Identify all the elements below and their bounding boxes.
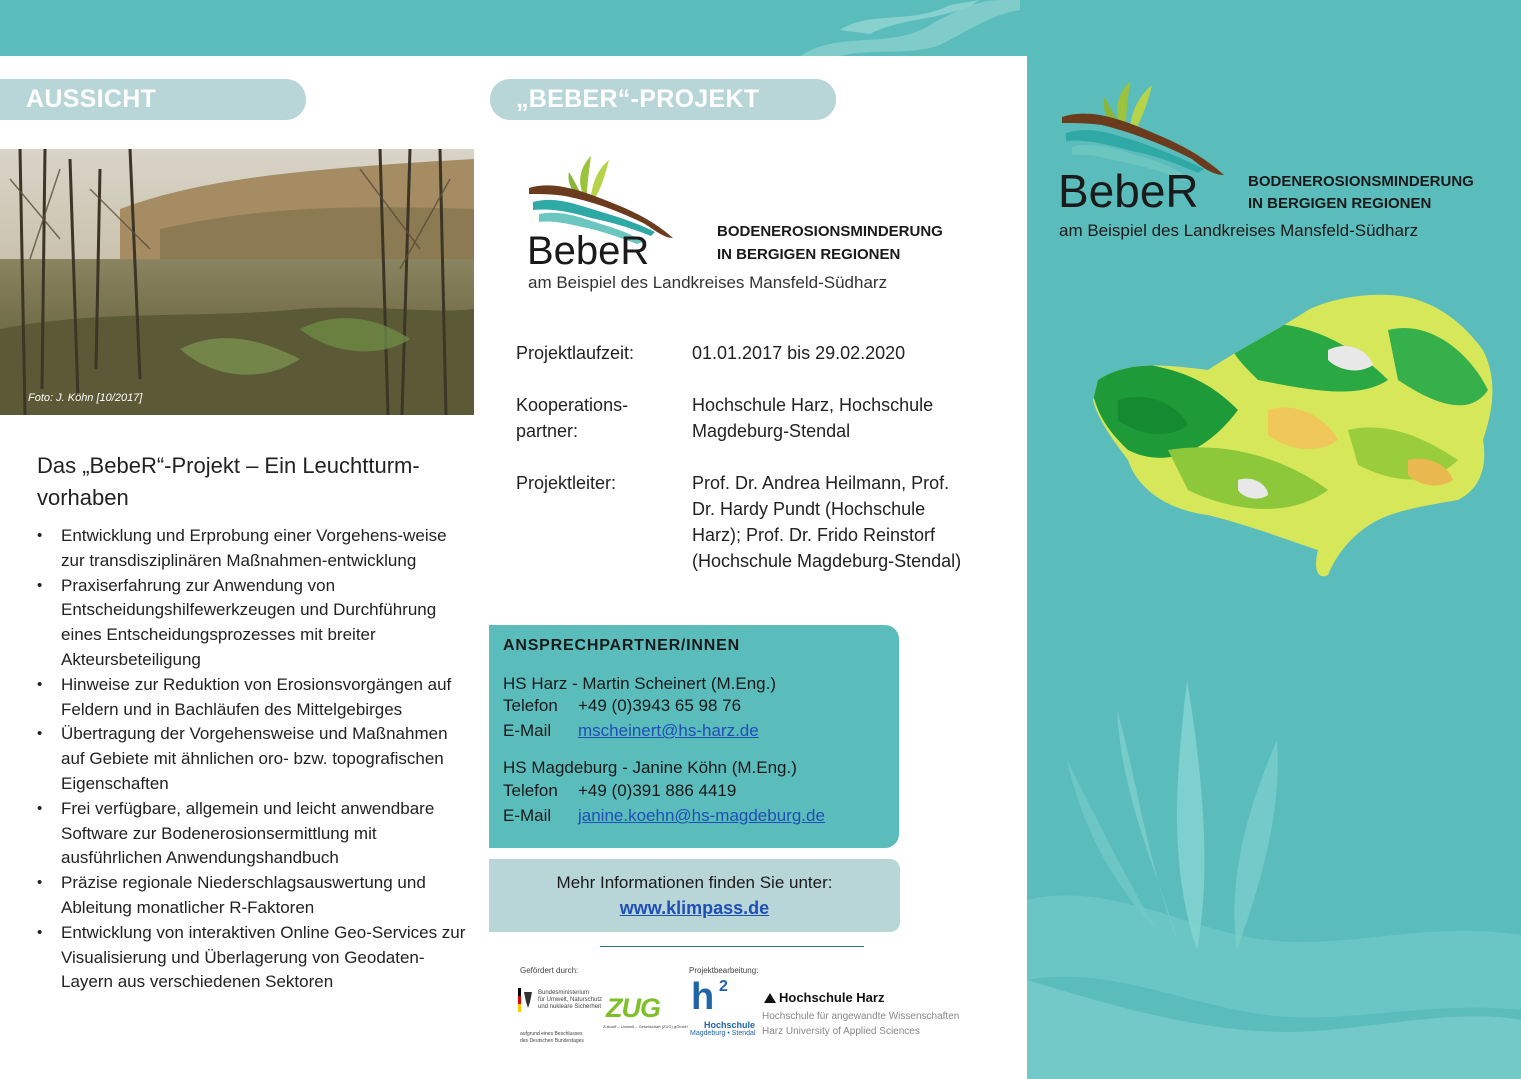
h2-superscript: 2 [719,978,728,995]
logo-title-line1: BODENEROSIONSMINDERUNG [717,223,943,240]
section-header-beber [490,79,836,120]
zug-subtitle: Zukunft – Umwelt – Gesellschaft (ZUG) gGmbH [603,1024,688,1029]
german-eagle-icon [518,988,534,1012]
contact-2-tel: +49 (0)391 886 4419 [578,781,737,800]
hsharz-sub1: Hochschule für angewandte Wissenschaften [762,1011,960,1022]
more-info-text: Mehr Informationen finden Sie unter: [556,873,833,892]
photo-credit: Foto: J. Köhn [10/2017] [28,392,143,404]
funded-label: Gefördert durch: [520,966,579,975]
bundestag-line2: des Deutschen Bundestages [520,1038,584,1044]
bundestag-line1: aufgrund eines Beschlusses [520,1031,583,1037]
hsharz-sub2: Harz University of Applied Sciences [762,1026,920,1037]
section-header-label: „BEBER“-PROJEKT [516,85,760,113]
beber-logo-mark [525,152,685,272]
list-item: • Praxiserfahrung zur Anwendung von Entscheidungshilfewerkzeugen und Durchführung eines Entscheidungsprozesses mit breiter Akteursbeteiligung [37,574,467,673]
contact-1-tel: +49 (0)3943 65 98 76 [578,696,742,715]
contact-2-tel-label: Telefon [503,781,558,800]
contact-2-mail-label: E-Mail [503,806,552,825]
region-map [1088,290,1508,590]
logo-title-line2: IN BERGIGEN REGIONEN [717,246,901,263]
contact-title: ANSPRECHPARTNER/INNEN [503,637,740,654]
list-item: • Präzise regionale Niederschlagsauswertung und Ableitung monatlicher R-Faktoren [37,871,467,921]
contact-1-name: HS Harz - Martin Scheinert (M.Eng.) [503,674,777,693]
logo-wordmark: BebeR [1058,165,1199,215]
contact-1-mail-link[interactable]: mscheinert@hs-harz.de [578,721,759,740]
runtime-value: 01.01.2017 bis 29.02.2020 [692,343,906,363]
contact-2-mail-link[interactable]: janine.koehn@hs-magdeburg.de [578,806,825,825]
lead-label: Projektleiter: [516,473,617,493]
zug-logo: ZUG [606,993,660,1023]
landscape-photo [0,149,474,415]
list-item: • Hinweise zur Reduktion von Erosionsvorgängen auf Feldern und in Bachläufen des Mittelgebirges [37,673,467,723]
coop-value-1: Hochschule Harz, Hochschule [692,395,934,415]
more-info-box [489,859,900,932]
list-item: • Entwicklung und Erprobung einer Vorgehens-weise zur transdisziplinären Maßnahmen-entwicklung [37,524,467,574]
beber-logo-mark-cover [1058,75,1238,215]
coop-label-1: Kooperations- [516,395,629,415]
contact-2-name: HS Magdeburg - Janine Köhn (M.Eng.) [503,758,797,777]
bmu-line3: und nukleare Sicherheit [538,1004,602,1010]
bullet-list [37,524,467,995]
list-item: • Entwicklung von interaktiven Online Geo-Services zur Visualisierung und Überlagerung von Geodaten-Layern aus verschiedenen Sektoren [37,921,467,995]
cover-title-line2: IN BERGIGEN REGIONEN [1248,195,1432,212]
contact-1-mail-label: E-Mail [503,721,552,740]
logo-wordmark: BebeR [527,229,650,272]
cover-title-line1: BODENEROSIONSMINDERUNG [1248,173,1474,190]
hsharz-name: Hochschule Harz [779,990,885,1005]
bmu-line2: für Umwelt, Naturschutz [538,997,603,1003]
section-header-aussicht [0,79,306,120]
section-header-label: AUSSICHT [26,85,157,113]
wave-decoration-top [780,0,1020,56]
logo-subtitle: am Beispiel des Landkreises Mansfeld-Südharz [528,273,888,292]
coop-value-2: Magdeburg-Stendal [692,421,851,441]
h2-sub2: Magdeburg • Stendal [690,1030,756,1037]
triangle-icon [764,993,776,1003]
runtime-label: Projektlaufzeit: [516,343,635,363]
footer-divider [600,946,864,947]
h2-letter: h [691,976,715,1018]
project-label: Projektbearbeitung: [689,966,759,975]
plant-decoration [1027,680,1521,1079]
more-info-link[interactable]: www.klimpass.de [619,898,770,918]
lead-value: Prof. Dr. Andrea Heilmann, Prof. Dr. Hardy Pundt (Hochschule Harz); Prof. Dr. Frido Reinstorf (Hochschule Magdeburg-Stendal) [692,473,962,571]
bmu-line1: Bundesministerium [538,990,590,996]
coop-label-2: partner: [516,421,579,441]
list-item: • Übertragung der Vorgehensweise und Maßnahmen auf Gebiete mit ähnlichen oro- bzw. topografischen Eigenschaften [37,722,467,796]
h2-sub1: Hochschule [704,1020,756,1030]
h2-logo [691,976,751,1022]
section-title: Das „BebeR“-Projekt – Ein Leuchtturm-vorhaben [37,453,420,510]
list-item: • Frei verfügbare, allgemein und leicht anwendbare Software zur Bodenerosionsermittlung mit ausführlichen Anwendungshandbuch [37,797,467,871]
contact-1-tel-label: Telefon [503,696,558,715]
cover-subtitle: am Beispiel des Landkreises Mansfeld-Südharz [1059,221,1419,240]
